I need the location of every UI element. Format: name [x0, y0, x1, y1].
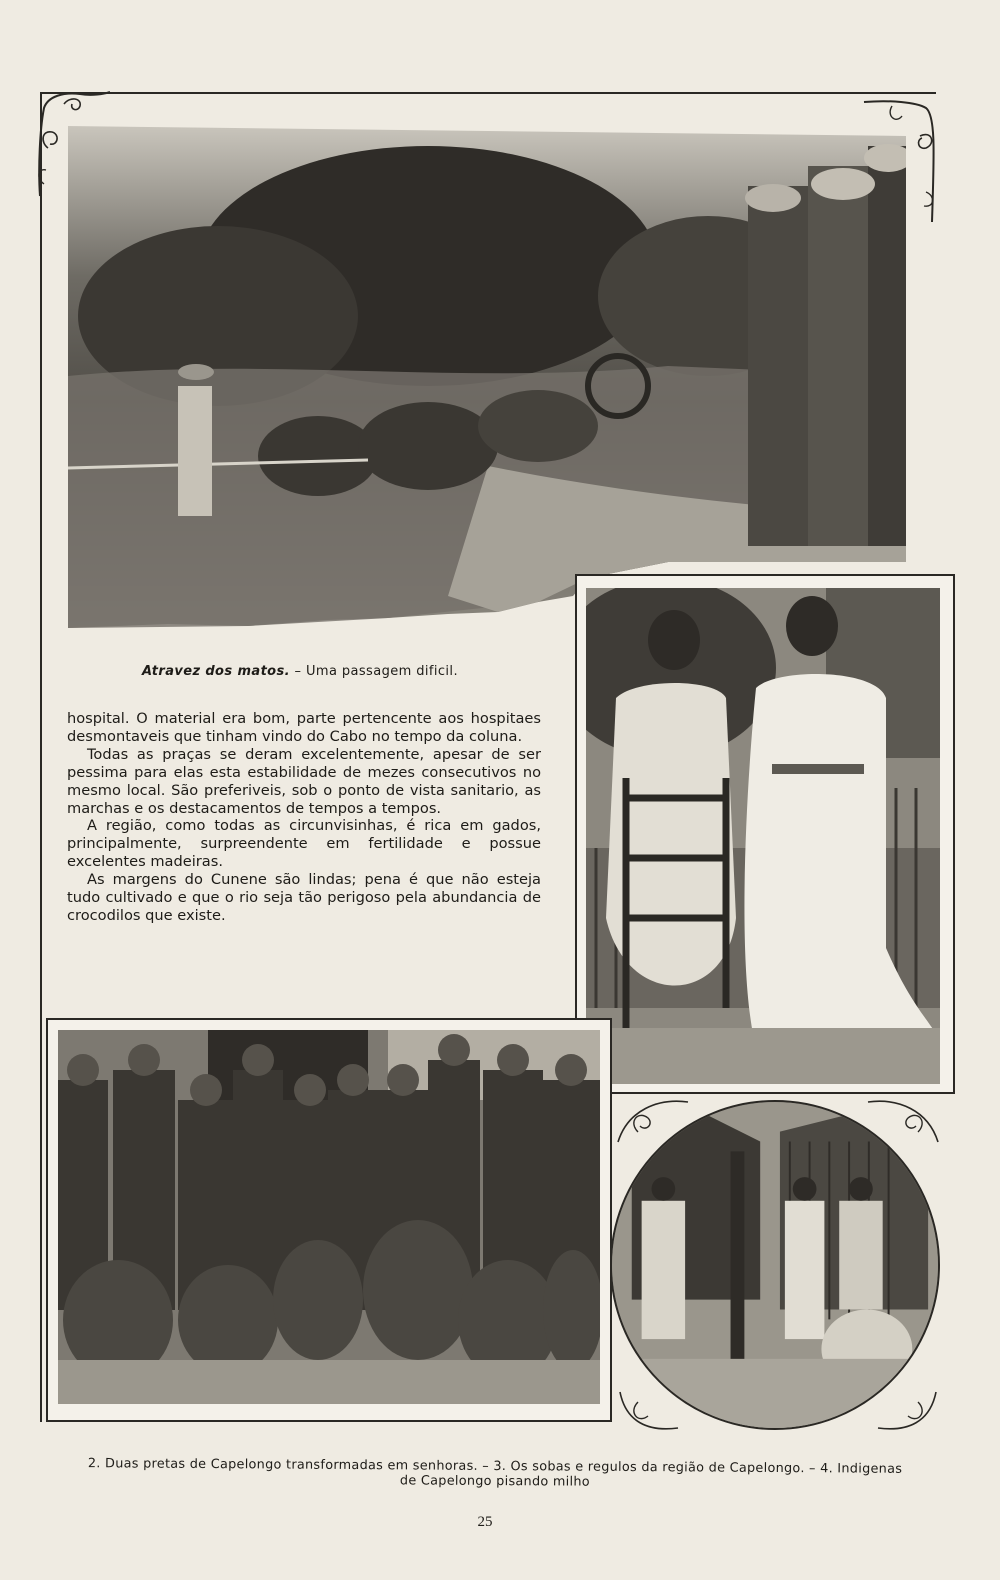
paragraph: A região, como todas as circunvisinhas, é rica em gados, principalmente, surpreendente em fertilidade e possue excelentes madeiras.: [67, 817, 541, 871]
bottom-caption-line: de Capelongo pisando milho: [399, 1473, 590, 1490]
photo-sobas-and-regulos: [58, 1030, 600, 1404]
paragraph: Todas as praças se deram excelentemente, apesar de ser pessima para elas esta estabilidade de mezes consecutivos no mesmo local. São preferiveis, sob o ponto de vista sanitario, as marchas e os destacamentos de tempos a tempos.: [67, 745, 541, 817]
paragraph: hospital. O material era bom, parte pertencente aos hospitaes desmontaveis que tinham vindo do Cabo no tempo da coluna.: [67, 710, 541, 745]
photo-expedition-through-brush: [68, 126, 906, 630]
bottom-caption-line: 2. Duas pretas de Capelongo transformadas em senhoras. – 3. Os sobas e regulos da região de Capelongo. – 4. Indigenas: [87, 1456, 903, 1477]
paragraph: As margens do Cunene são lindas; pena é que não esteja tudo cultivado e que o rio seja tão perigoso pela abundancia de crocodilos que existe.: [67, 871, 541, 924]
bottom-caption: [55, 1456, 935, 1492]
article-body: [67, 710, 541, 925]
page-number: 25: [477, 1514, 493, 1530]
photo-two-women-capelongo: [586, 588, 940, 1084]
photo-1-caption: [70, 664, 530, 679]
photo-1-caption-title: Atravez dos matos.: [142, 664, 290, 679]
photo-1-caption-text: – Uma passagem dificil.: [290, 664, 458, 679]
photo-indigenas-pisando-milho: [610, 1100, 940, 1430]
